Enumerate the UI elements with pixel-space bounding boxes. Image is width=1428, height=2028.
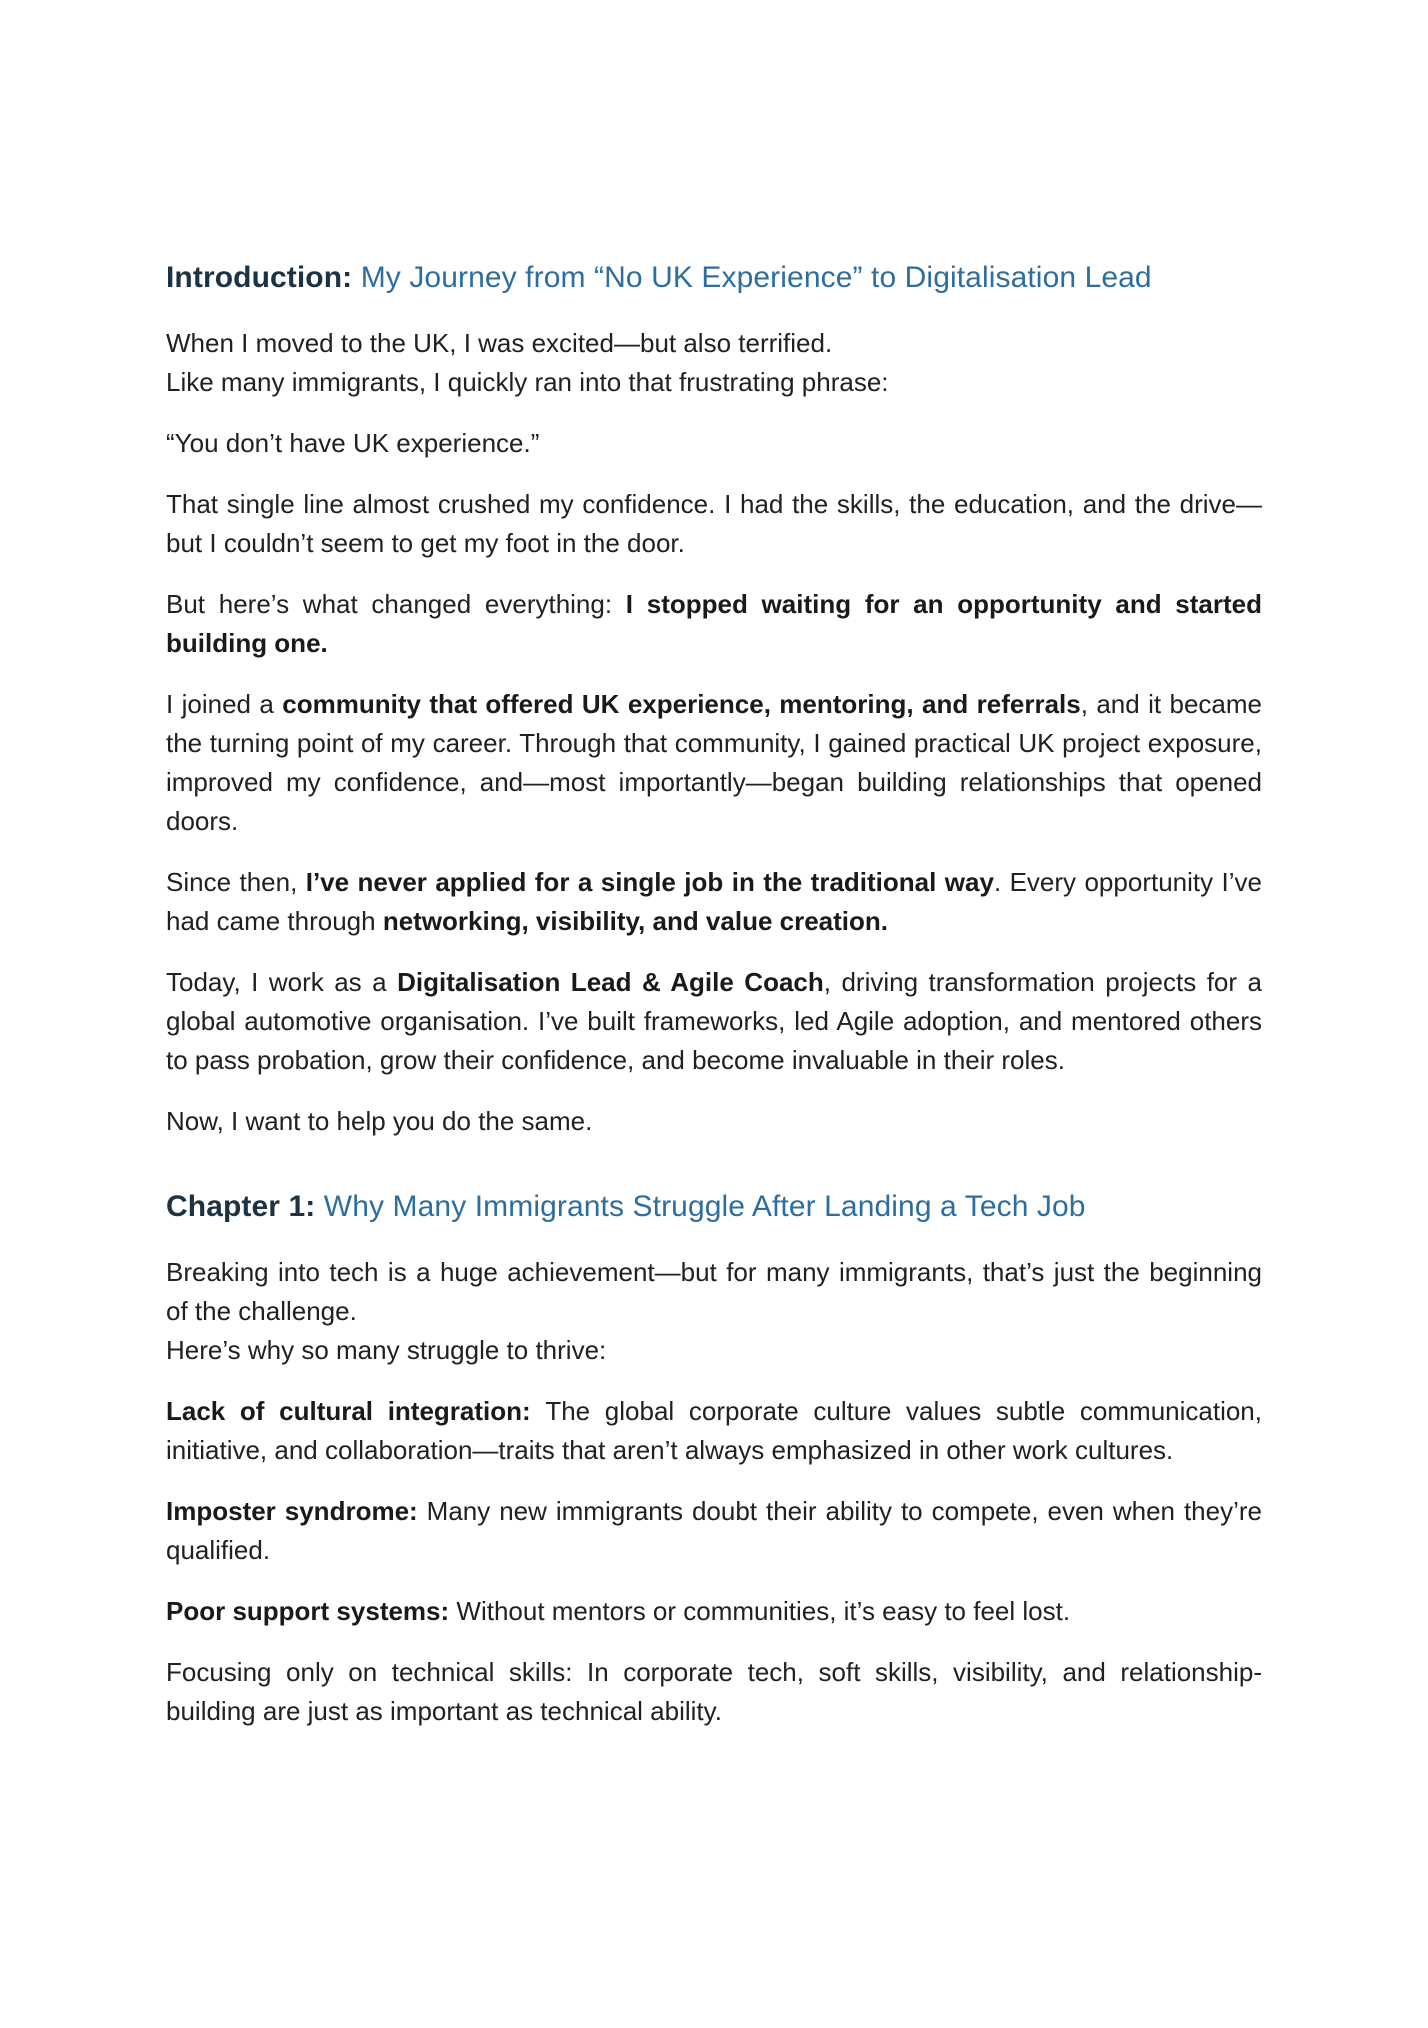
intro-paragraph-crushed: That single line almost crushed my confidence. I had the skills, the education, and the drive—but I couldn’t seem to get my foot in the door.	[166, 489, 1262, 558]
intro-heading	[166, 258, 1262, 298]
imposter-text-run: Many new immigrants doubt their ability to compete, even when they’re qualified.	[166, 1496, 1262, 1565]
sincethen-text-run: Since then,	[166, 867, 306, 897]
chapter1-heading-title: Why Many Immigrants Struggle After Landing a Tech Job	[323, 1190, 1086, 1223]
today-bold-run: Digitalisation Lead & Agile Coach	[397, 967, 824, 997]
today-text-run: Today, I work as a	[166, 967, 398, 997]
intro-paragraph-opening	[166, 324, 1262, 402]
community-text-run: I joined a	[166, 689, 283, 719]
support-text-run: Without mentors or communities, it’s easy to feel lost.	[456, 1596, 1071, 1626]
chapter1-opening-line2: Here’s why so many struggle to thrive:	[166, 1335, 607, 1365]
intro-paragraph-help: Now, I want to help you do the same.	[166, 1106, 593, 1136]
sincethen-bold-run-2: networking, visibility, and value creation.	[382, 906, 889, 936]
cultural-bold-run: Lack of cultural integration:	[166, 1396, 546, 1426]
changed-text-run: But here’s what changed everything:	[166, 589, 626, 619]
chapter1-heading	[166, 1187, 1262, 1227]
intro-opening-line2: Like many immigrants, I quickly ran into that frustrating phrase:	[166, 367, 889, 397]
intro-opening-line1: When I moved to the UK, I was excited—but also terrified.	[166, 328, 833, 358]
community-bold-run: community that offered UK experience, mentoring, and referrals	[282, 689, 1081, 719]
chapter1-paragraph-technical: Focusing only on technical skills: In corporate tech, soft skills, visibility, and relationship-building are just as important as technical ability.	[166, 1657, 1262, 1726]
chapter1-paragraph-cultural	[166, 1392, 1262, 1470]
cultural-text-run: The global corporate culture values subtle communication, initiative, and collaboration—traits that aren’t always emphasized in other work cultures.	[166, 1396, 1262, 1465]
intro-paragraph-today	[166, 963, 1262, 1080]
sincethen-text-run-2: . Every opportunity I’ve had came through	[166, 867, 1263, 936]
imposter-bold-run: Imposter syndrome:	[166, 1496, 427, 1526]
intro-paragraph-community	[166, 685, 1262, 841]
intro-paragraph-sincethen	[166, 863, 1262, 941]
today-text-run-2: , driving transformation projects for a global automotive organisation. I’ve built frameworks, led Agile adoption, and mentored others to pass probation, grow their confidence, and become invaluable in their roles.	[166, 967, 1262, 1075]
chapter1-opening-line1: Breaking into tech is a huge achievement—but for many immigrants, that’s just the beginning of the challenge.	[166, 1257, 1262, 1326]
sincethen-bold-run-1: I’ve never applied for a single job in the traditional way	[305, 867, 994, 897]
intro-paragraph-changed	[166, 585, 1262, 663]
intro-heading-prefix: Introduction:	[166, 261, 361, 294]
support-bold-run: Poor support systems:	[166, 1596, 457, 1626]
chapter1-paragraph-opening	[166, 1253, 1262, 1370]
changed-bold-run: I stopped waiting for an opportunity and started building one.	[166, 589, 1262, 658]
chapter1-heading-prefix: Chapter 1:	[166, 1190, 324, 1223]
chapter1-paragraph-support	[166, 1592, 1262, 1631]
intro-paragraph-quote: “You don’t have UK experience.”	[166, 428, 540, 458]
community-text-run-2: , and it became the turning point of my career. Through that community, I gained practical UK project exposure, improved my confidence, and—most importantly—began building relationships that opened doors.	[166, 689, 1262, 836]
intro-heading-title: My Journey from “No UK Experience” to Digitalisation Lead	[360, 261, 1152, 294]
chapter1-paragraph-imposter	[166, 1492, 1262, 1570]
